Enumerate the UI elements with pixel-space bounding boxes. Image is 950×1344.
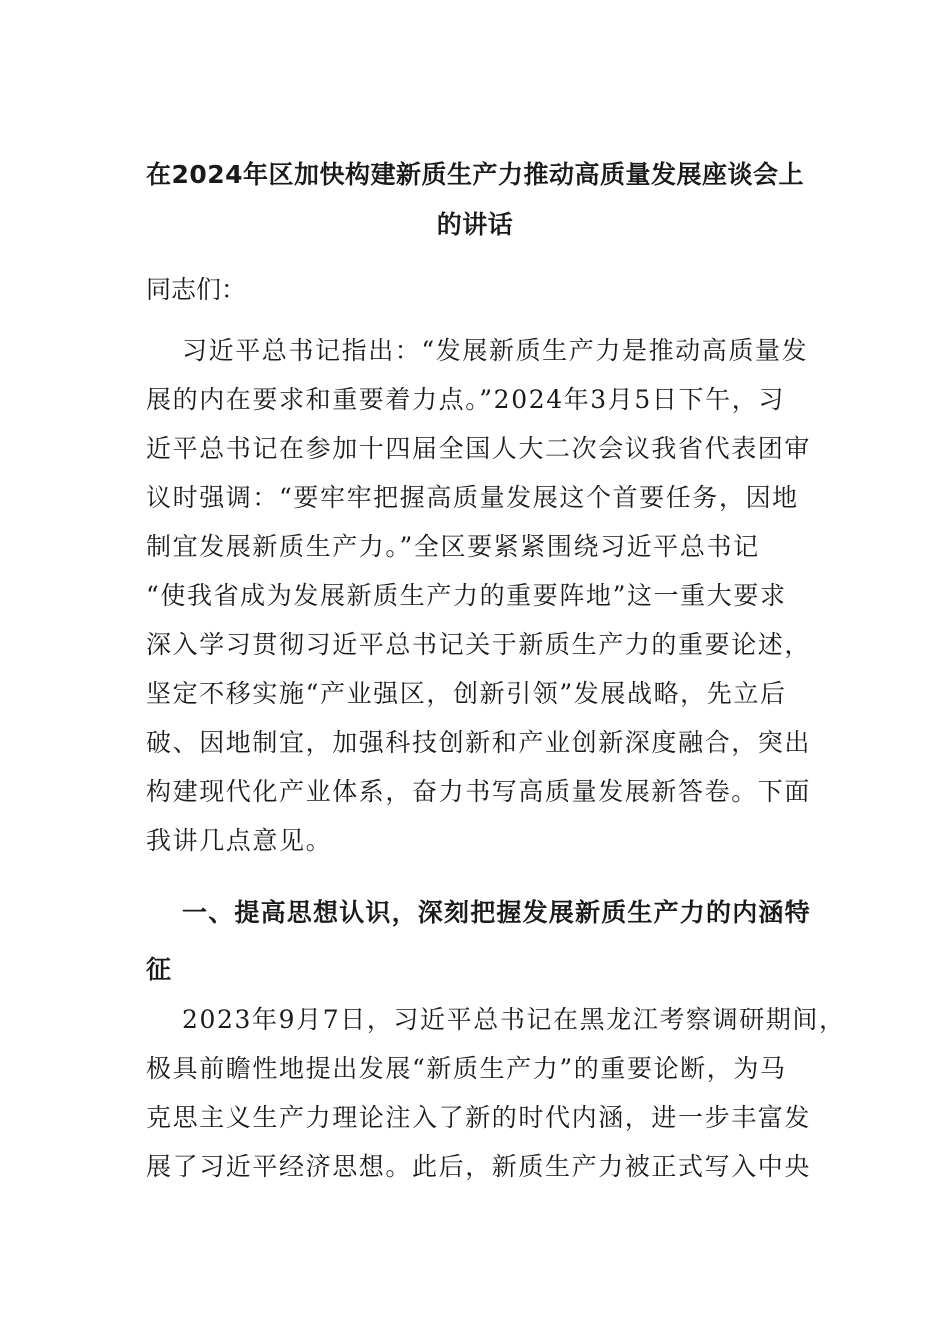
paragraph-1-line-2: 展的内在要求和重要着力点。”2024年3月5日下午，习 bbox=[146, 385, 785, 414]
paragraph-2-line-3: 克思主义生产力理论注入了新的时代内涵，进一步丰富发 bbox=[146, 1103, 812, 1132]
paragraph-1-line-7: 深入学习贯彻习近平总书记关于新质生产力的重要论述， bbox=[146, 630, 812, 659]
title-line-1: 在2024年区加快构建新质生产力推动高质量发展座谈会上 bbox=[145, 160, 805, 189]
paragraph-1-line-9: 破、因地制宜，加强科技创新和产业创新深度融合，突出 bbox=[146, 728, 812, 757]
paragraph-1 bbox=[146, 326, 812, 865]
title-line-2: 的讲话 bbox=[436, 210, 514, 239]
paragraph-1-line-10: 构建现代化产业体系，奋力书写高质量发展新答卷。下面 bbox=[146, 777, 812, 806]
paragraph-1-line-6: “使我省成为发展新质生产力的重要阵地”这一重大要求 bbox=[146, 581, 787, 610]
section-heading-1-line-2: 征 bbox=[146, 955, 173, 984]
paragraph-1-line-3: 近平总书记在参加十四届全国人大二次会议我省代表团审 bbox=[146, 434, 812, 463]
paragraph-1-line-5: 制宜发展新质生产力。”全区要紧紧围绕习近平总书记 bbox=[146, 532, 760, 561]
section-heading-1 bbox=[146, 884, 811, 998]
document-title bbox=[130, 150, 820, 250]
paragraph-1-line-4: 议时强调：“要牢牢把握高质量发展这个首要任务，因地 bbox=[146, 483, 799, 512]
paragraph-2-line-4: 展了习近平经济思想。此后，新质生产力被正式写入中央 bbox=[146, 1152, 812, 1181]
paragraph-2-line-1: 2023年9月7日，习近平总书记在黑龙江考察调研期间， bbox=[182, 1005, 846, 1034]
section-heading-1-line-1: 一、提高思想认识，深刻把握发展新质生产力的内涵特 bbox=[182, 898, 811, 927]
paragraph-2 bbox=[146, 995, 846, 1191]
paragraph-1-line-1: 习近平总书记指出：“发展新质生产力是推动高质量发 bbox=[182, 336, 809, 365]
paragraph-1-line-11: 我讲几点意见。 bbox=[146, 826, 333, 855]
salutation: 同志们： bbox=[146, 275, 247, 304]
paragraph-1-line-8: 坚定不移实施“产业强区，创新引领”发展战略，先立后 bbox=[146, 679, 787, 708]
paragraph-2-line-2: 极具前瞻性地提出发展“新质生产力”的重要论断，为马 bbox=[146, 1054, 787, 1083]
